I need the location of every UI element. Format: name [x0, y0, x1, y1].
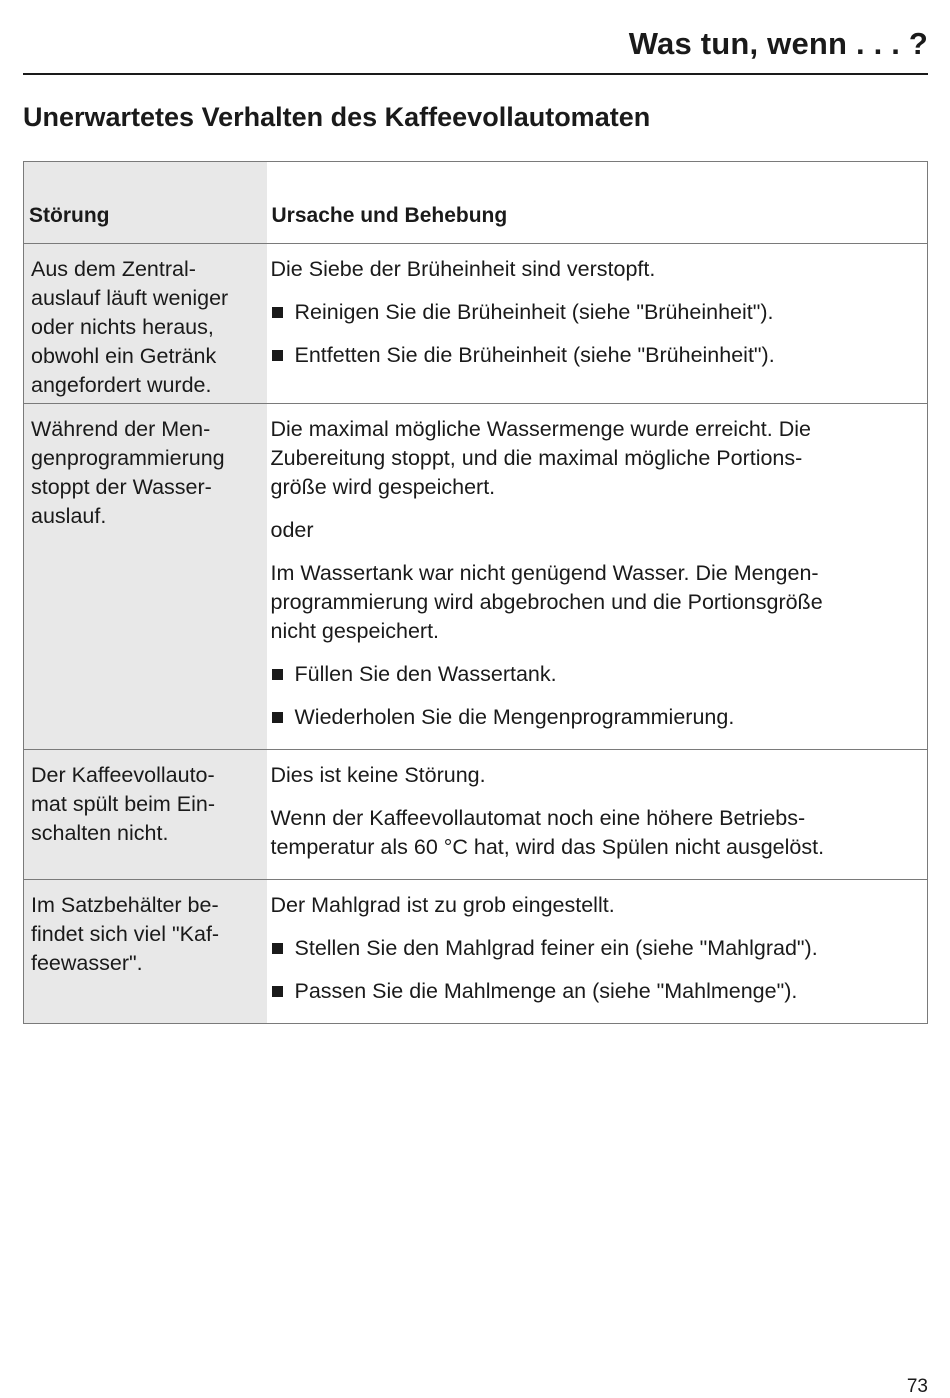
remedy-bullet-item	[271, 977, 922, 1006]
square-bullet-icon	[272, 943, 283, 954]
cause-paragraph	[271, 804, 922, 862]
cause-paragraph	[271, 415, 922, 502]
page-number: 73	[906, 1376, 928, 1397]
fault-text-line: obwohl ein Getränk	[31, 344, 217, 368]
table-row	[24, 880, 928, 1024]
troubleshooting-table	[23, 161, 928, 1024]
column-header-fault: Störung	[24, 162, 267, 244]
cause-text-line: Die maximal mögliche Wassermenge wurde erreicht. Die	[270, 417, 811, 441]
fault-text-line: feewasser".	[31, 951, 143, 975]
fault-text-line: findet sich viel "Kaf-	[31, 922, 220, 946]
square-bullet-icon	[272, 350, 283, 361]
fault-cell	[24, 404, 267, 750]
fault-text-line: auslauf läuft weniger	[31, 286, 229, 310]
cause-cell	[267, 404, 928, 750]
remedy-text: Füllen Sie den Wassertank.	[294, 662, 557, 686]
fault-text-line: Der Kaffeevollauto-	[31, 763, 215, 787]
table-row	[24, 404, 928, 750]
page-header	[23, 22, 928, 75]
cause-paragraph: Dies ist keine Störung.	[270, 763, 486, 787]
remedy-text: Entfetten Sie die Brüheinheit (siehe "Brüheinheit").	[294, 343, 775, 367]
fault-text-line: schalten nicht.	[31, 821, 169, 845]
cause-text-line: temperatur als 60 °C hat, wird das Spülen nicht ausgelöst.	[270, 835, 825, 859]
remedy-bullet-item	[271, 341, 922, 370]
fault-cell	[24, 244, 267, 404]
square-bullet-icon	[272, 986, 283, 997]
section-title: Unerwartetes Verhalten des Kaffeevollautomaten	[23, 102, 651, 132]
remedy-text: Passen Sie die Mahlmenge an (siehe "Mahlmenge").	[294, 979, 798, 1003]
cause-text-line: Wenn der Kaffeevollautomat noch eine höhere Betriebs-	[270, 806, 806, 830]
remedy-text: Wiederholen Sie die Mengenprogrammierung.	[294, 705, 735, 729]
page-title: Was tun, wenn . . . ?	[628, 26, 928, 61]
fault-text-line: stoppt der Wasser-	[31, 475, 212, 499]
remedy-text: Reinigen Sie die Brüheinheit (siehe "Brüheinheit").	[294, 300, 774, 324]
fault-text-line: oder nichts heraus,	[31, 315, 214, 339]
square-bullet-icon	[272, 307, 283, 318]
fault-cell	[24, 880, 267, 1024]
column-header-cause: Ursache und Behebung	[267, 162, 928, 244]
cause-text-line: Zubereitung stoppt, und die maximal mögliche Portions-	[270, 446, 803, 470]
fault-text-line: Aus dem Zentral-	[31, 257, 196, 281]
remedy-text: Stellen Sie den Mahlgrad feiner ein (siehe "Mahlgrad").	[294, 936, 818, 960]
square-bullet-icon	[272, 712, 283, 723]
square-bullet-icon	[272, 669, 283, 680]
remedy-bullet-item	[271, 298, 922, 327]
cause-paragraph	[271, 559, 922, 646]
cause-cell	[267, 750, 928, 880]
table-row	[24, 244, 928, 404]
fault-text-line: Im Satzbehälter be-	[31, 893, 219, 917]
cause-cell	[267, 880, 928, 1024]
cause-text-line: größe wird gespeichert.	[270, 475, 496, 499]
cause-text-line: programmierung wird abgebrochen und die Portionsgröße	[270, 590, 823, 614]
cause-paragraph: Der Mahlgrad ist zu grob eingestellt.	[270, 893, 615, 917]
cause-paragraph: oder	[270, 518, 314, 542]
cause-cell	[267, 244, 928, 404]
table-body	[24, 244, 928, 1024]
fault-cell	[24, 750, 267, 880]
remedy-bullet-item	[271, 660, 922, 689]
fault-text-line: angefordert wurde.	[31, 373, 212, 397]
remedy-bullet-item	[271, 934, 922, 963]
table-row	[24, 750, 928, 880]
fault-text-line: Während der Men-	[31, 417, 211, 441]
fault-text-line: auslauf.	[31, 504, 107, 528]
table-header-row	[24, 162, 928, 244]
remedy-bullet-item	[271, 703, 922, 732]
fault-text-line: mat spült beim Ein-	[31, 792, 216, 816]
cause-paragraph: Die Siebe der Brüheinheit sind verstopft.	[270, 257, 656, 281]
cause-text-line: Im Wassertank war nicht genügend Wasser. Die Mengen-	[270, 561, 819, 585]
fault-text-line: genprogrammierung	[31, 446, 225, 470]
cause-text-line: nicht gespeichert.	[270, 619, 440, 643]
